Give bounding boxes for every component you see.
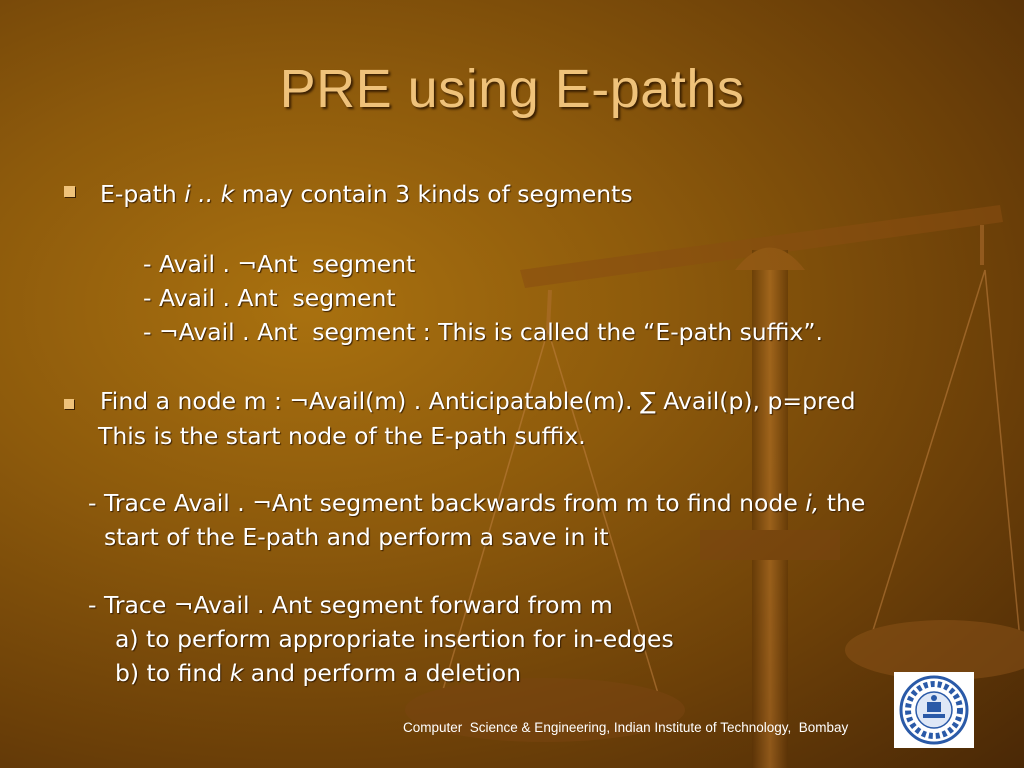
- square-bullet-icon: [64, 399, 74, 409]
- iit-bombay-seal-icon: [894, 672, 974, 748]
- slide-title: PRE using E-paths: [279, 59, 745, 119]
- iit-bombay-logo: [894, 672, 974, 748]
- trace-backward-line-2: start of the E-path and perform a save in it: [104, 523, 609, 551]
- trace-forward-line-1: - Trace ¬Avail . Ant segment forward from m: [88, 591, 613, 619]
- bullet-text-find-node: Find a node m : ¬Avail(m) . Anticipatable(m). ∑ Avail(p), p=pred: [100, 387, 856, 415]
- segment-line-1: - Avail . ¬Ant segment: [143, 250, 416, 278]
- segment-line-3: - ¬Avail . Ant segment : This is called the “E-path suffix”.: [143, 318, 823, 346]
- trace-backward-line-1: - Trace Avail . ¬Ant segment backwards from m to find node i, the: [88, 489, 866, 517]
- bullet-text-epath: E-path i .. k may contain 3 kinds of segments: [100, 180, 633, 208]
- trace-forward-line-2: a) to perform appropriate insertion for in-edges: [115, 625, 674, 653]
- square-bullet-icon: [64, 186, 75, 197]
- segment-line-2: - Avail . Ant segment: [143, 284, 396, 312]
- trace-forward-line-3: b) to find k and perform a deletion: [115, 659, 522, 687]
- bullet-text-start-node: This is the start node of the E-path suffix.: [98, 422, 586, 450]
- footer-institution: Computer Science & Engineering, Indian Institute of Technology, Bombay: [403, 720, 849, 735]
